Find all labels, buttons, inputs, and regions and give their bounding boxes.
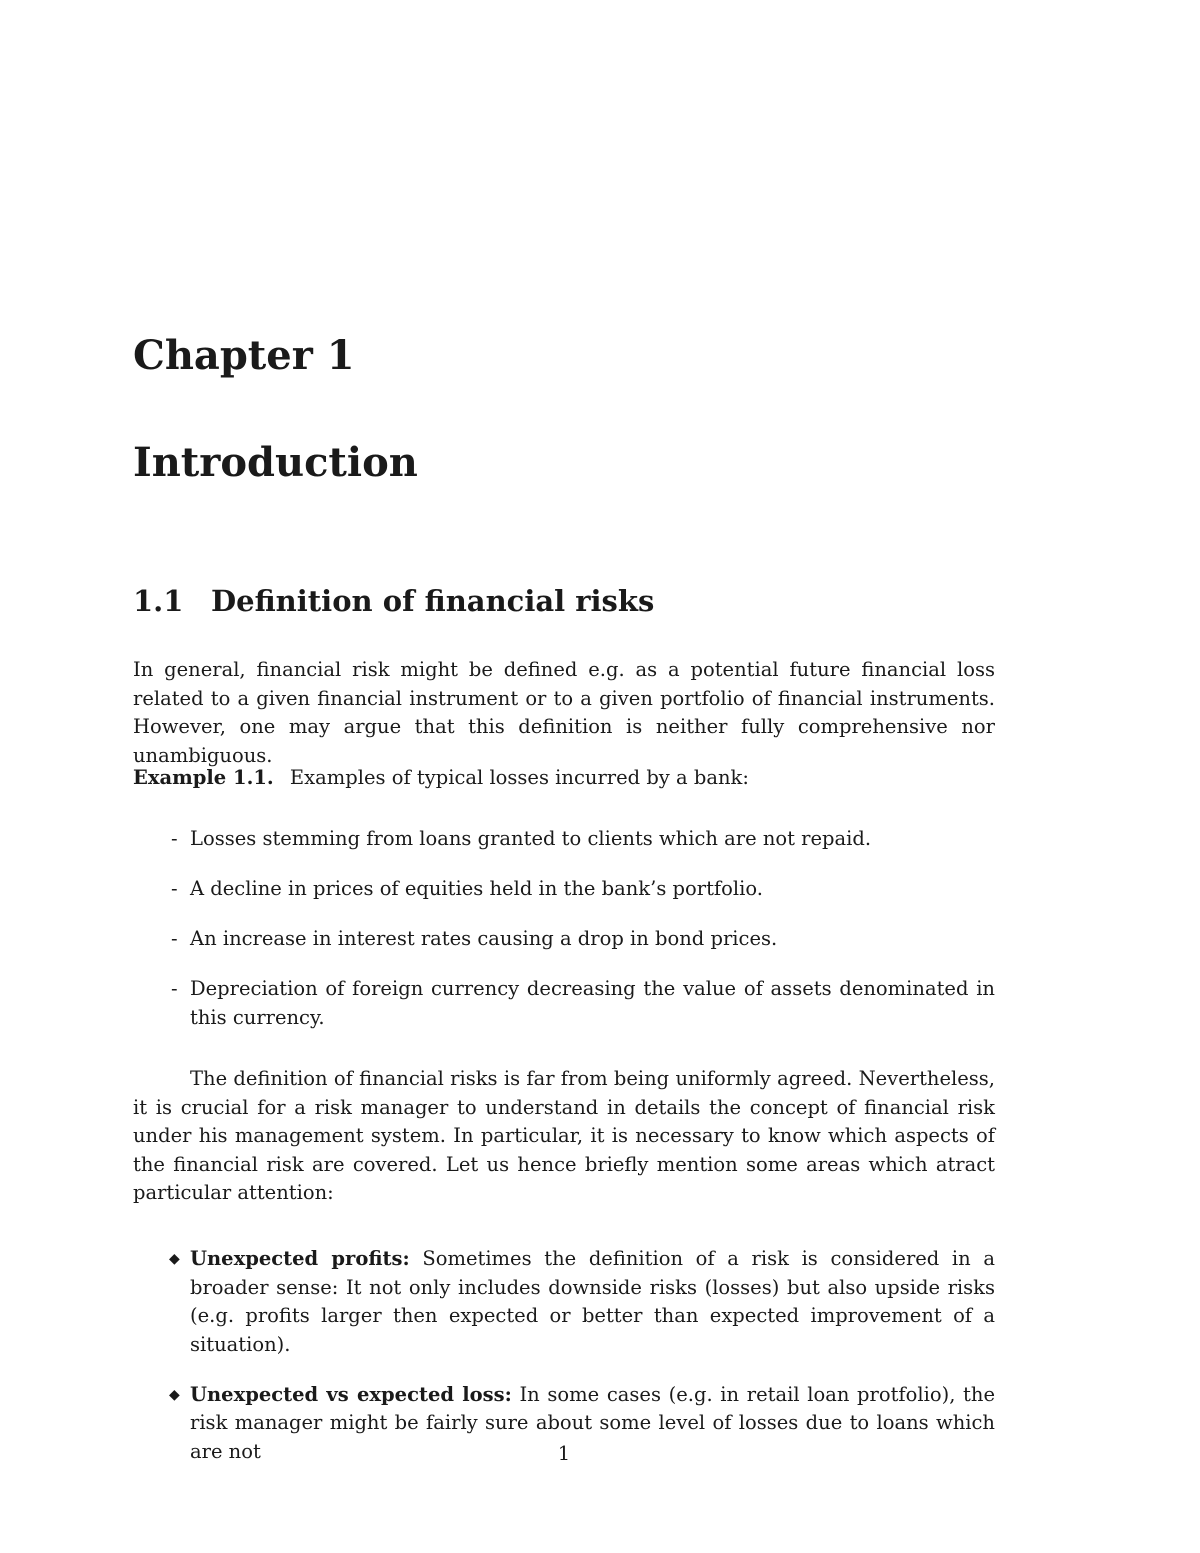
- list-item: [133, 825, 995, 854]
- document-page: [133, 0, 995, 1553]
- section-heading: [133, 582, 654, 620]
- list-item-text: An increase in interest rates causing a drop in bond prices.: [190, 927, 778, 950]
- list-item: [133, 975, 995, 1032]
- list-item-text: A decline in prices of equities held in the bank’s portfolio.: [190, 877, 763, 900]
- list-item-text: Losses stemming from loans granted to clients which are not repaid.: [190, 827, 872, 850]
- list-item: [133, 875, 995, 904]
- bullet-term: Unexpected profits:: [190, 1247, 410, 1270]
- dash-marker: -: [171, 827, 178, 850]
- diamond-bullet-icon: ◆: [169, 1386, 180, 1403]
- bullet-text: Sometimes the definition of a risk is considered in a broader sense: It not only includes downside risks (losses) but also upside risks (e.g. profits larger then expected or better than expected improvement of a situation).: [190, 1247, 996, 1356]
- chapter-title: Introduction: [133, 439, 418, 486]
- section-title: Definition of financial risks: [211, 584, 655, 618]
- example-statement: [133, 764, 995, 793]
- second-paragraph: The definition of financial risks is far from being uniformly agreed. Nevertheless, it is crucial for a risk manager to understand in details the concept of financial risk under his management system. In particular, it is necessary to know which aspects of the financial risk are covered. Let us hence briefly mention some areas which atract particular attention:: [133, 1067, 995, 1204]
- dash-marker: -: [171, 877, 178, 900]
- intro-paragraph: In general, financial risk might be defined e.g. as a potential future financial loss related to a given financial instrument or to a given portfolio of financial instruments. However, one may argue that this definition is neither fully comprehensive nor unambiguous.: [133, 658, 995, 767]
- dash-marker: -: [171, 977, 178, 1000]
- dash-marker: -: [171, 927, 178, 950]
- bullet-text: In some cases (e.g. in retail loan protfolio), the risk manager might be fairly sure about some level of losses due to loans which are not: [190, 1382, 995, 1463]
- example-list: [133, 825, 995, 1054]
- section-number: 1.1: [133, 584, 184, 618]
- example-label: Example 1.1.: [133, 766, 274, 789]
- bullet-term: Unexpected vs expected loss:: [190, 1382, 512, 1406]
- page-number: 1: [557, 1442, 571, 1465]
- example-text: Examples of typical losses incurred by a bank:: [289, 766, 749, 789]
- list-item: [133, 925, 995, 954]
- chapter-label: Chapter 1: [133, 332, 355, 379]
- list-item: [133, 1245, 995, 1359]
- list-item-text: Depreciation of foreign currency decreasing the value of assets denominated in this currency.: [190, 977, 995, 1029]
- diamond-bullet-icon: ◆: [169, 1251, 180, 1267]
